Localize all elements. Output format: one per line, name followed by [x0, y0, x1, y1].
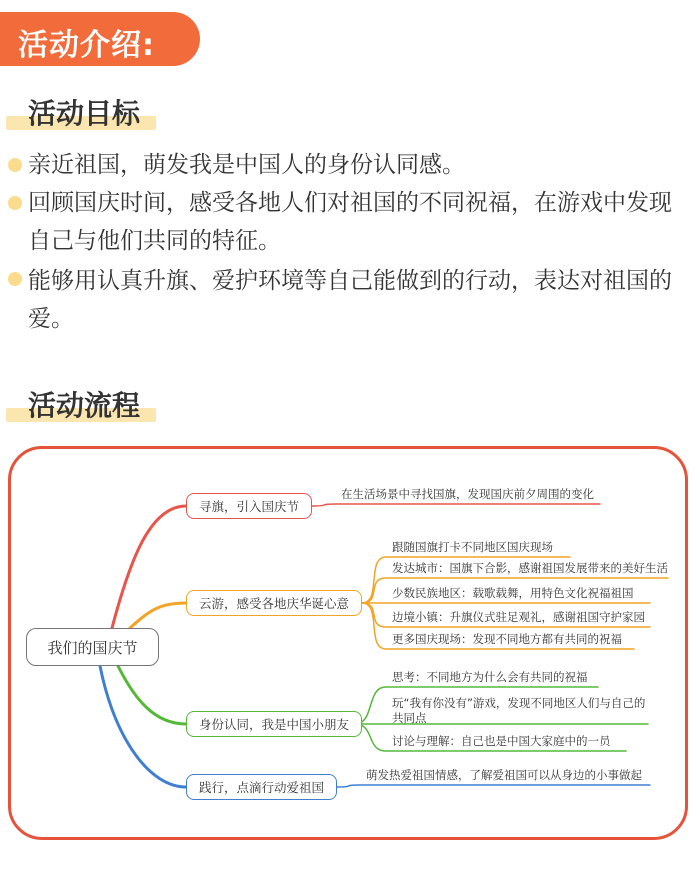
leaf-node: 边境小镇：升旗仪式驻足观礼，感谢祖国守护家园 — [392, 610, 645, 624]
goal-item-1: 亲近祖国，萌发我是中国人的身份认同感。 — [28, 152, 465, 178]
branch-node-cloud-tour: 云游，感受各地庆华诞心意 — [186, 590, 362, 616]
goal-item-2: 回顾国庆时间，感受各地人们对祖国的不同祝福，在游戏中发现自己与他们共同的特征。 — [28, 190, 672, 254]
connector-root-branch — [100, 666, 186, 787]
branch-node-action: 践行，点滴行动爱祖国 — [186, 774, 337, 800]
branch-node-find-flag: 寻旗，引入国庆节 — [186, 493, 312, 519]
leaf-node: 玩“我有你没有”游戏，发现不同地区人们与自己的共同点 — [392, 696, 646, 725]
branch-node-identity: 身份认同，我是中国小朋友 — [186, 711, 362, 737]
leaf-node: 在生活场景中寻找国旗，发现国庆前夕周围的变化 — [341, 487, 594, 501]
leaf-node: 讨论与理解：自己也是中国大家庭中的一员 — [392, 734, 611, 748]
leaf-node: 萌发热爱祖国情感，了解爱祖国可以从身边的小事做起 — [366, 768, 642, 782]
leaf-node: 发达城市：国旗下合影，感谢祖国发展带来的美好生活 — [392, 561, 668, 575]
connector-root-branch — [112, 506, 186, 628]
banner-title: 活动介绍: — [18, 28, 155, 63]
goals-title-text: 活动目标 — [28, 97, 141, 130]
leaf-node: 思考：不同地方为什么会有共同的祝福 — [392, 670, 588, 684]
connector-branch-leaf — [337, 785, 650, 787]
connector-root-branch — [118, 666, 186, 724]
leaf-node: 更多国庆现场：发现不同地方都有共同的祝福 — [392, 632, 622, 646]
goal-item-3: 能够用认真升旗、爱护环境等自己能做到的行动，表达对祖国的爱。 — [28, 268, 672, 332]
flow-title-text: 活动流程 — [28, 389, 141, 422]
connector-root-branch — [130, 603, 186, 628]
leaf-node: 跟随国旗打卡不同地区国庆现场 — [392, 540, 553, 554]
mindmap-root: 我们的国庆节 — [26, 628, 159, 666]
leaf-node: 少数民族地区：载歌载舞，用特色文化祝福祖国 — [392, 586, 634, 600]
connector-branch-leaf — [312, 504, 600, 506]
